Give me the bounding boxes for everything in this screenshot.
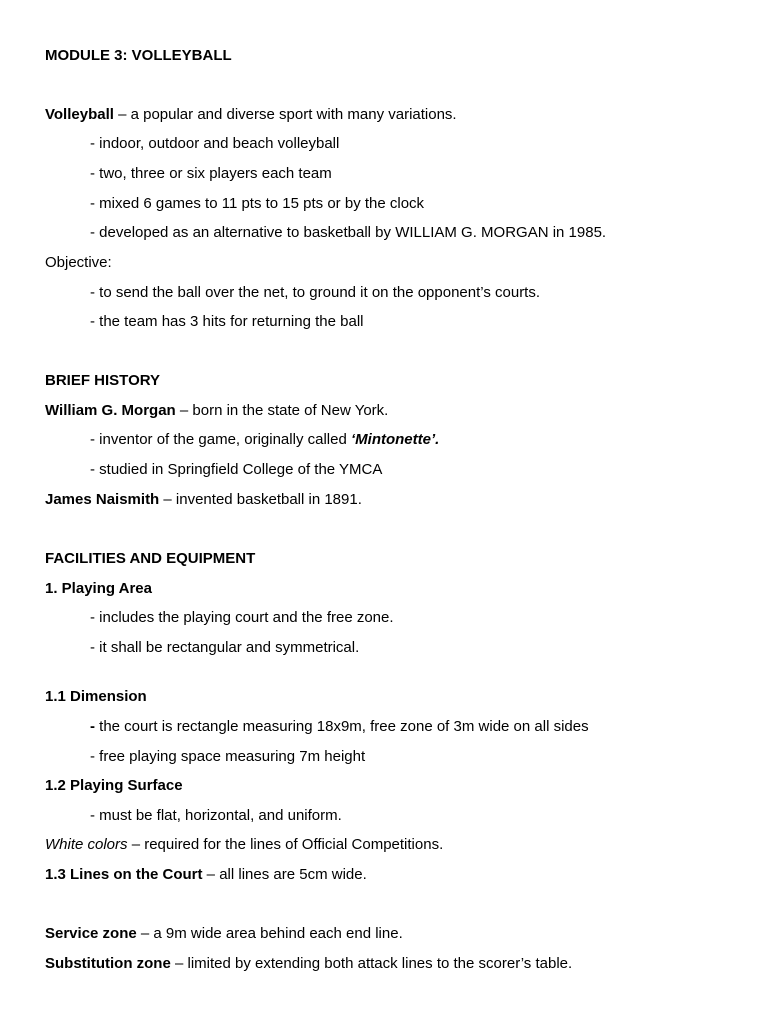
naismith-entry: James Naismith – invented basketball in 1891. [45, 491, 362, 508]
intro-bullet: - two, three or six players each team [90, 165, 332, 182]
surface-bullet: - must be flat, horizontal, and uniform. [90, 807, 342, 824]
surface-heading: 1.2 Playing Surface [45, 777, 183, 794]
intro-bullet: - mixed 6 games to 11 pts to 15 pts or by the clock [90, 195, 425, 212]
naismith-term: James Naismith [45, 491, 160, 508]
volleyball-definition: Volleyball – a popular and diverse sport with many variations. [45, 106, 457, 123]
dimension-bullet: - free playing space measuring 7m height [90, 748, 366, 765]
dimension-heading: 1.1 Dimension [45, 688, 147, 705]
objective-bullet: - to send the ball over the net, to ground it on the opponent’s courts. [90, 284, 541, 301]
morgan-bullet: - studied in Springfield College of the YMCA [90, 461, 383, 478]
substitution-zone-term: Substitution zone [45, 955, 171, 972]
mintonette-name: ‘Mintonette’. [350, 431, 440, 448]
volleyball-term: Volleyball [45, 106, 114, 123]
dimension-bullet: - the court is rectangle measuring 18x9m, free zone of 3m wide on all sides [90, 718, 589, 735]
facilities-heading: FACILITIES AND EQUIPMENT [45, 550, 256, 567]
objective-bullet: - the team has 3 hits for returning the ball [90, 313, 364, 330]
white-colors-term: White colors [45, 836, 128, 853]
white-colors-entry: White colors – required for the lines of Official Competitions. [45, 836, 444, 853]
morgan-entry: William G. Morgan – born in the state of New York. [45, 402, 389, 419]
service-zone-entry: Service zone – a 9m wide area behind each end line. [45, 925, 403, 942]
morgan-term: William G. Morgan [45, 402, 176, 419]
morgan-bullet: - inventor of the game, originally called ‘Mintonette’. [90, 431, 440, 448]
lines-heading: 1.3 Lines on the Court [45, 866, 203, 883]
substitution-zone-entry: Substitution zone – limited by extending both attack lines to the scorer’s table. [45, 955, 573, 972]
module-title: MODULE 3: VOLLEYBALL [45, 47, 232, 64]
history-heading: BRIEF HISTORY [45, 372, 161, 389]
intro-bullet: - developed as an alternative to basketball by WILLIAM G. MORGAN in 1985. [90, 224, 607, 241]
playing-area-bullet: - it shall be rectangular and symmetrical. [90, 639, 360, 656]
playing-area-heading: 1. Playing Area [45, 580, 152, 597]
lines-entry: 1.3 Lines on the Court – all lines are 5cm wide. [45, 866, 367, 883]
service-zone-term: Service zone [45, 925, 137, 942]
intro-bullet: - indoor, outdoor and beach volleyball [90, 135, 340, 152]
objective-label: Objective: [45, 254, 112, 271]
playing-area-bullet: - includes the playing court and the free zone. [90, 609, 394, 626]
